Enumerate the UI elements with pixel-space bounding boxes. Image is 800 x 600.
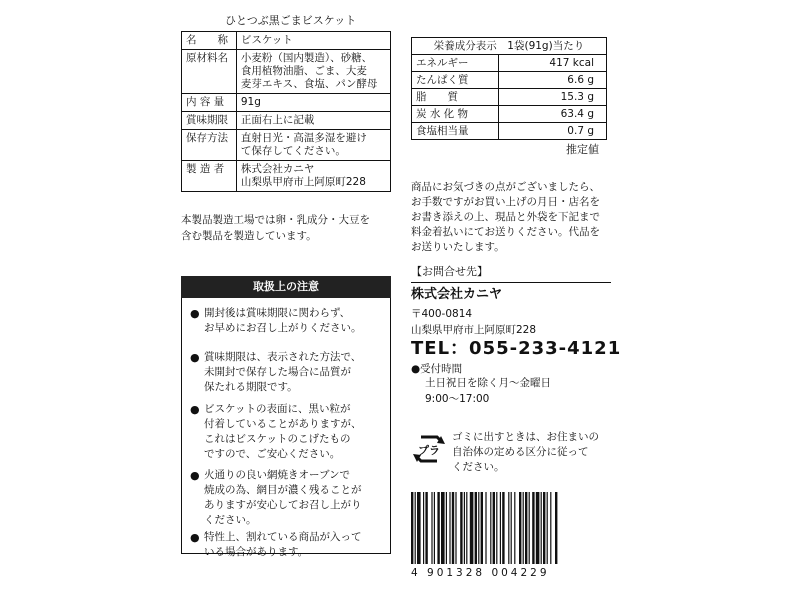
info-key: 原材料名: [182, 50, 237, 94]
info-row: [182, 94, 391, 112]
customer-notice: [411, 180, 600, 255]
barcode-bar: [431, 492, 432, 564]
recycle-line: 自治体の定める区分に従って: [452, 446, 589, 458]
info-value: [236, 32, 390, 50]
nutrition-key: たんぱく質: [412, 72, 499, 89]
barcode-bar: [415, 492, 416, 564]
barcode-bar: [417, 492, 421, 564]
barcode-bar: [481, 492, 483, 564]
handling-note: [190, 530, 385, 560]
info-row: [182, 50, 391, 94]
address: 山梨県甲府市上阿原町228: [411, 324, 537, 336]
barcode-bar: [446, 492, 447, 564]
info-row: [182, 130, 391, 161]
notice-line: 商品にお気づきの点がございましたら、: [411, 181, 600, 193]
handling-note-line: これはビスケットのこげたもの: [204, 433, 351, 445]
barcode-bar: [532, 492, 534, 564]
info-value-line: 麦芽エキス、食塩、パン酵母: [240, 78, 378, 90]
barcode-bar: [529, 492, 530, 564]
nutrition-header: 栄養成分表示 1袋(91g)当たり: [412, 38, 607, 55]
barcode-bar: [493, 492, 495, 564]
bullet-icon: ●: [190, 531, 200, 544]
recycle-mark-text: プラ: [418, 444, 440, 457]
barcode-bar: [452, 492, 454, 564]
nutrition-row: [412, 106, 607, 123]
product-title: ひとつぶ黒ごまビスケット: [225, 14, 357, 27]
info-value-line: 小麦粉（国内製造）、砂糖、: [240, 52, 373, 64]
nutrition-key: 炭 水 化 物: [412, 106, 499, 123]
info-value: [236, 130, 390, 161]
bullet-icon: ●: [190, 469, 200, 482]
phone-number: TEL：055-233-4121: [411, 338, 622, 359]
bullet-icon: ●: [190, 307, 200, 320]
info-value-line: 直射日光・高温多湿を避け: [240, 132, 367, 144]
info-row: [182, 161, 391, 192]
info-value: [236, 112, 390, 130]
handling-note-line: ください。: [204, 514, 257, 526]
info-row: [182, 112, 391, 130]
barcode-bar: [550, 492, 551, 564]
handling-note: [190, 306, 385, 336]
handling-note-line: 賞味期限は、表示された方法で、: [204, 351, 362, 363]
info-value: [236, 161, 390, 192]
recycle-plastic-icon: [412, 432, 446, 466]
nutrition-value: 15.3 g: [499, 89, 607, 106]
handling-note-line: ビスケットの表面に、黒い粒が: [204, 403, 351, 415]
barcode-bar: [519, 492, 521, 564]
barcode-bar: [478, 492, 479, 564]
barcode-bar: [514, 492, 515, 564]
handling-note: [190, 468, 385, 528]
barcode-bar: [523, 492, 524, 564]
handling-note-line: いる場合があります。: [204, 546, 309, 558]
barcode-bar: [437, 492, 439, 564]
nutrition-row: [412, 123, 607, 140]
handling-note-line: 付着していることがありますが、: [204, 418, 362, 430]
barcode-bar: [536, 492, 540, 564]
barcode-bar: [466, 492, 467, 564]
barcode-bar: [470, 492, 474, 564]
info-value-line: 株式会社カニヤ: [240, 163, 315, 175]
nutrition-key: 脂 質: [412, 89, 499, 106]
notice-line: お書き添えの上、現品と外袋を下記まで: [411, 211, 600, 223]
info-value-line: 山梨県甲府市上阿原町228: [240, 176, 366, 188]
notice-line: お手数ですがお買い上げの月日・店名を: [411, 196, 600, 208]
nutrition-table: [411, 37, 607, 140]
barcode-bar: [434, 492, 435, 564]
barcode-bar: [541, 492, 542, 564]
barcode-bar: [508, 492, 509, 564]
nutrition-value: 63.4 g: [499, 106, 607, 123]
nutrition-row: [412, 72, 607, 89]
handling-note: [190, 402, 385, 462]
nutrition-estimate-note: 推定値: [566, 143, 599, 156]
info-value-line: ビスケット: [240, 34, 293, 46]
barcode-bar: [496, 492, 497, 564]
barcode-bar: [460, 492, 462, 564]
hours-time: 9:00～17:00: [425, 393, 490, 405]
recycle-line: ゴミに出すときは、お住まいの: [452, 431, 599, 443]
barcode-bar: [555, 492, 557, 564]
barcode: [411, 492, 607, 564]
info-value-line: 正面右上に記載: [240, 114, 315, 126]
barcode-bar: [525, 492, 527, 564]
nutrition-key: エネルギー: [412, 55, 499, 72]
allergen-notice: [181, 212, 391, 244]
handling-note-line: 焼成の為、網目が濃く残ることが: [204, 484, 362, 496]
info-value: [236, 94, 390, 112]
info-key: 内 容 量: [182, 94, 237, 112]
info-key: 名 称: [182, 32, 237, 50]
handling-header: 取扱上の注意: [181, 276, 391, 298]
info-value-line: 91g: [240, 96, 261, 108]
barcode-bar: [485, 492, 486, 564]
contact-header: 【お問合せ先】: [411, 265, 488, 278]
handling-notes-box: [181, 298, 391, 558]
handling-note-line: お早めにお召し上がりください。: [204, 322, 362, 334]
barcode-bar: [502, 492, 504, 564]
barcode-bar: [464, 492, 465, 564]
notice-line: 料金着払いにてお送りください。代品を: [411, 226, 600, 238]
nutrition-row: [412, 55, 607, 72]
nutrition-key: 食塩相当量: [412, 123, 499, 140]
barcode-bar: [543, 492, 545, 564]
nutrition-value: 417 kcal: [499, 55, 607, 72]
handling-note-line: ありますが安心してお召し上がり: [204, 499, 362, 511]
info-key: 製 造 者: [182, 161, 237, 192]
handling-note-line: 保たれる期限です。: [204, 381, 298, 393]
info-value-line: 食用植物油脂、ごま、大麦: [240, 65, 367, 77]
divider: [411, 282, 611, 283]
allergen-line: 含む製品を製造しています。: [181, 230, 317, 242]
recycle-line: ください。: [452, 461, 505, 473]
barcode-bar: [500, 492, 501, 564]
barcode-number: 4 901328 004229: [411, 567, 550, 579]
barcode-bar: [511, 492, 512, 564]
handling-note-line: 開封後は賞味期限に関わらず、: [204, 307, 351, 319]
info-key: 保存方法: [182, 130, 237, 161]
barcode-bar: [441, 492, 445, 564]
notice-line: お送りいたします。: [411, 241, 505, 253]
barcode-bar: [490, 492, 491, 564]
hours-days: 土日祝日を除く月～金曜日: [425, 377, 551, 389]
product-info-table: [181, 31, 391, 192]
info-key: 賞味期限: [182, 112, 237, 130]
allergen-line: 本製品製造工場では卵・乳成分・大豆を: [181, 214, 370, 226]
handling-note-line: 未開封で保存した場合に品質が: [204, 366, 351, 378]
bullet-icon: ●: [190, 403, 200, 416]
barcode-bar: [423, 492, 424, 564]
postal-code: 〒400-0814: [411, 308, 473, 320]
info-value-line: て保存してください。: [240, 145, 346, 157]
barcode-bar: [425, 492, 427, 564]
info-row: [182, 32, 391, 50]
nutrition-value: 0.7 g: [499, 123, 607, 140]
barcode-bar: [455, 492, 456, 564]
bullet-icon: ●: [190, 351, 200, 364]
handling-note-line: 火通りの良い網焼きオーブンで: [204, 469, 351, 481]
nutrition-value: 6.6 g: [499, 72, 607, 89]
company-name: 株式会社カニヤ: [411, 287, 503, 302]
handling-note: [190, 350, 385, 395]
recycle-instructions: [452, 430, 599, 475]
barcode-bar: [547, 492, 548, 564]
barcode-bar: [475, 492, 477, 564]
handling-note-line: ですので、ご安心ください。: [204, 448, 341, 460]
info-value: [236, 50, 390, 94]
barcode-bar: [449, 492, 450, 564]
nutrition-row: [412, 89, 607, 106]
handling-note-line: 特性上、割れている商品が入って: [204, 531, 362, 543]
barcode-bar: [411, 492, 413, 564]
hours-heading: ●受付時間: [411, 363, 463, 375]
